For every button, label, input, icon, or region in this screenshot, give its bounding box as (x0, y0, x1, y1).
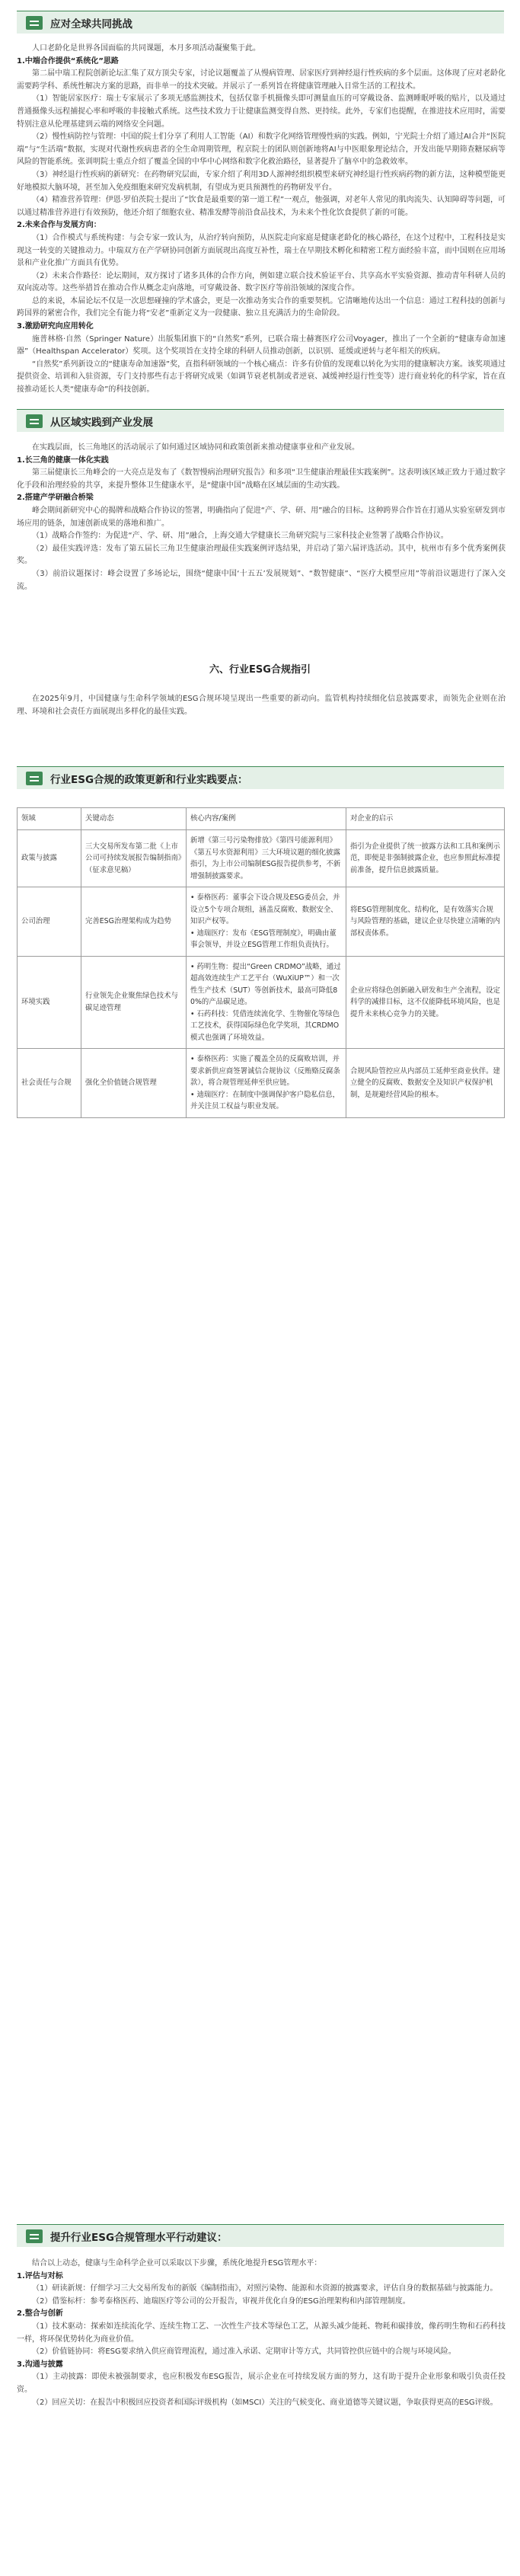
column-header: 核心内容/案例 (187, 808, 346, 830)
paragraph: （2）最佳实践评选：发布了第五届长三角卫生健康治理最佳实践案例评选结果，并启动了第六届评选活动。其中，杭州市有多个优秀案例获奖。 (17, 544, 506, 566)
column-header: 对企业的启示 (346, 808, 505, 830)
table-cell-domain: 环境实践 (18, 956, 81, 1049)
paragraph: （1）主动披露：即使未被强制要求，也应积极发布ESG报告，展示企业在可持续发展方面的努力，这有助于提升企业形象和吸引负责任投资。 (17, 2373, 506, 2394)
section-body-global-challenges (17, 43, 506, 397)
section-header-regional-practice (17, 409, 504, 432)
table-cell-content (187, 956, 346, 1049)
paragraph: 在2025年9月，中国健康与生命科学领域的ESG合规环境呈现出一些重要的新动向。监管机构持续细化信息披露要求，而领先企业则在治理、环境和社会责任方面展现出多样化的最佳实践。 (17, 695, 506, 716)
paragraph: （1）智能居家医疗：瑞士专家展示了多项无感监测技术，包括仅靠手机摄像头即可测量血压的可穿戴设备、监测睡眠呼吸的贴片，以及通过普通摄像头远程捕捉心率和呼吸的非接触式系统。这些技术致力于让健康监测变得自然、更持续。此外，专家们也提醒，在推进技术应用时，需要特别注意从伦理基建到云端的网络安全问题。 (17, 94, 506, 129)
paragraph: 在实践层面，长三角地区的活动展示了如何通过区域协同和政策创新来推动健康事业和产业发展。 (32, 443, 359, 452)
subheading: 1.评估与对标 (17, 2271, 63, 2280)
subheading: 3.沟通与披露 (17, 2360, 63, 2369)
section-header-global-challenges (17, 11, 504, 34)
paragraph: （2）慢性病防控与管理：中国的院士们分享了利用人工智能（AI）和数字化网络管理慢性病的实践。例如，宁光院士介绍了通过AI合并“医院端”与“生活端”数据，实现对代谢性疾病患者的全生命周期管理，程京院士的团队则创新地将AI与中医眼象理论结合，开发出能早期筛查糖尿病等风险的智能系统。张训明院士重点介绍了覆盖全国的中华中心网络和数字化救治路径，显著提升了脑卒中的急救效率。 (17, 133, 506, 167)
table-cell-content (187, 887, 346, 957)
table-cell-dynamic: 三大交易所发布第二批《上市公司可持续发展报告编制指南》（征求意见稿） (81, 830, 187, 887)
table-row (18, 887, 505, 957)
table-cell-content (187, 1049, 346, 1118)
list-icon (26, 414, 43, 428)
table-cell-insight: 合规风险管控应从内部员工延伸至商业伙伴。建立健全的反腐败、数据安全及知识产权保护机制，是规避经营风险的根本。 (346, 1049, 505, 1118)
paragraph: （2）未来合作路径：论坛期间，双方探讨了诸多具体的合作方向，例如建立联合技术验证平台、共享高水平实验资源、推动青年科研人员的双向流动等。这些举措旨在推动合作从概念走向落地，可穿戴设备、数字医疗等前沿领域的深度合作。 (17, 271, 506, 293)
table-cell-domain: 政策与披露 (18, 830, 81, 887)
list-icon (26, 772, 43, 785)
paragraph: 人口老龄化是世界各国面临的共同课题，本月多项活动凝聚集于此。 (32, 44, 260, 53)
column-header: 关键动态 (81, 808, 187, 830)
table-cell-dynamic: 行业领先企业聚焦绿色技术与碳足迹管理 (81, 956, 187, 1049)
table-cell-line: • 泰格医药：实施了覆盖全员的反腐败培训，并要求新供应商签署诚信合规协议（反贿赂反腐条款），将合规管理延伸至供应链。 (190, 1055, 340, 1087)
paragraph: （2）价值链协同：将ESG要求纳入供应商管理流程，通过准入承诺、定期审计等方式，共同管控供应链中的合规与环境风险。 (32, 2347, 456, 2357)
list-icon (26, 16, 43, 30)
section-body-regional-practice (17, 442, 506, 593)
paragraph: “自然奖”系列新设立的“健康寿命加速器”奖，直指科研领域的一个核心痛点：许多有价值的发现难以转化为实用的健康解决方案。该奖项通过提供资金、培训和入驻资源，专门支持那些有志于将研究成果（如调节衰老机制或者逆衰、减缓神经退行性变等）进行商业转化的科学家，旨在直接推动延长人类“健康寿命”的科技创新。 (17, 360, 506, 395)
table-cell-line: • 石药科技：凭借连续流化学、生物催化等绿色工艺技术，获得国际绿色化学奖项，其CRDMO模式也强调了环境效益。 (190, 1009, 340, 1042)
section-body-esg-actions (17, 2258, 506, 2409)
table-cell-line: • 迪瑞医疗：发布《ESG管理制度》，明确由董事会领导，并设立ESG管理工作组负责执行。 (190, 928, 337, 949)
table-cell-domain: 公司治理 (18, 887, 81, 957)
paragraph: 结合以上动态，健康与生命科学企业可以采取以下步骤，系统化地提升ESG管理水平： (32, 2259, 322, 2268)
table-cell-insight: 企业应将绿色创新融入研发和生产全流程，设定科学的减排目标，这不仅能降低环境风险，也是提升未来核心竞争力的关键。 (346, 956, 505, 1049)
paragraph: 施普林格·自然（Springer Nature）出版集团旗下的“自然奖”系列，已联合瑞士赫赛医疗公司Voyager，推出了一个全新的“健康寿命加速器”（Healthspan Accelerator）奖项。这个奖项旨在支持全球的科研人员推动创新，以识别、延缓或逆转与老年相关的疾病。 (17, 334, 506, 356)
paragraph: （3）神经退行性疾病的新研究：在药物研究层面，专家介绍了利用3D人源神经组织模型来研究神经退行性疾病药物的新方法，这种模型能更好地模拟大脑环境，甚至加入免疫细胞来研究发病机制，有望成为更具预测性的药物研发平台。 (17, 170, 506, 192)
table-cell-dynamic: 强化全价值链合规管理 (81, 1049, 187, 1118)
paragraph: （1）战略合作签约：为促进“产、学、研、用”融合，上海交通大学健康长三角研究院与三家科技企业签署了战略合作协议。 (32, 532, 448, 541)
paragraph: （1）研读新规：仔细学习三大交易所发布的新版《编制指南》，对照污染物、能源和水资源的披露要求，评估自身的数据基础与披露能力。 (32, 2284, 498, 2293)
paragraph: 总的来说，本届论坛不仅是一次思想碰撞的学术盛会，更是一次推动务实合作的重要契机。它清晰地传达出一个信息：通过工程科技的创新与跨国界的紧密合作，我们完全有能力将“安老”重新定义为一段健康、独立且充满活力的生命阶段。 (17, 296, 506, 318)
table-cell-line: • 泰格医药：董事会下设合规及ESG委员会，并设立5个专项合规组，涵盖反腐败、数据安全、知识产权等。 (190, 893, 340, 925)
paragraph: 第二届中瑞工程院创新论坛汇集了双方顶尖专家，讨论议题覆盖了从慢病管理、居家医疗到神经退行性疾病的多个层面。这体现了应对老龄化需要跨学科、系统性解决方案的思路，而非单一的技术突破。并展示了一系列旨在将健康管理融入日常生活的工程技术。 (17, 69, 506, 91)
paragraph: （3）前沿议题探讨：峰会设置了多场论坛，围绕“健康中国‘十五五’发展规划”、“数智健康”、“医疗大模型应用”等前沿议题进行了深入交流。 (17, 569, 506, 591)
esg-table-grid (17, 807, 505, 1118)
subheading: 2.整合与创新 (17, 2309, 63, 2319)
esg-table (17, 807, 504, 1118)
paragraph: 峰会期间新研究中心的揭牌和战略合作协议的签署，明确指向了促进“产、学、研、用”融合的目标。这种跨界合作旨在打通从实验室研发到市场应用的链条，加速创新成果的落地和推广。 (17, 506, 506, 528)
table-cell-dynamic: 完善ESG治理架构成为趋势 (81, 887, 187, 957)
section-title: 行业ESG合规的政策更新和行业实践要点： (50, 773, 248, 786)
table-cell-line: • 迪瑞医疗：在制度中强调保护客户隐私信息，并关注员工权益与职业发展。 (190, 1090, 340, 1111)
table-header-row (18, 808, 505, 830)
table-row (18, 830, 505, 887)
table-cell-content (187, 830, 346, 887)
table-cell-domain: 社会责任与合规 (18, 1049, 81, 1118)
table-row (18, 956, 505, 1049)
subheading: 3.激励研究向应用转化 (17, 322, 94, 331)
chapter-title: 六、行业ESG合规指引 (209, 664, 311, 676)
paragraph: （2）回应关切：在报告中积极回应投资者和国际评级机构（如MSCI）关注的气候变化、商业道德等关键议题，争取获得更高的ESG评级。 (32, 2398, 498, 2407)
table-row (18, 1049, 505, 1118)
subheading: 1.中端合作提供“系统化”思路 (17, 56, 119, 66)
subheading: 2.搭建产学研融合桥梁 (17, 494, 94, 503)
section-title: 从区域实践到产业发展 (50, 416, 153, 429)
paragraph: （4）精准营养管理：伊恩·罗伯茨院士提出了“饮食是最重要的第一道工程”一观点，他强调，对老年人常见的肌肉流失、认知障碍等问题，可以通过精准营养进行有效预防，他还介绍了细胞农业、精准发酵等前沿食品技术，为未来个性化饮食提供了新的可能。 (17, 196, 506, 217)
section-body-esg-intro (17, 693, 506, 718)
table-cell-insight: 将ESG管理制度化、结构化，是有效落实合规与风险管理的基础，建议企业尽快建立清晰的内部权责体系。 (346, 887, 505, 957)
paragraph: （1）合作模式与系统构建：与会专家一致认为，从治疗转向预防，从医院走向家庭是健康老龄化的核心路径，在这个过程中，工程科技是实现这一转变的关键推动力。中瑞双方在产学研协同创新方面展现出高度互补性，瑞士在早期技术孵化和精密工程方面经验丰富，而中国则在应用场景和产业化推广方面具有优势。 (17, 233, 506, 268)
section-title: 应对全球共同挑战 (50, 18, 132, 30)
table-cell-line: 新增《第三号污染物排放》《第四号能源利用》《第五号水资源利用》三大环境议题的细化披露指引，为上市公司编制ESG报告提供参考，不新增强制披露要求。 (190, 836, 341, 881)
paragraph: （1）技术驱动：探索如连续流化学、连续生物工艺、一次性生产技术等绿色工艺，从源头减少能耗、物耗和碳排放，像药明生物和石药科技一样，将环保优势转化为商业价值。 (17, 2322, 506, 2344)
column-header: 领域 (18, 808, 81, 830)
paragraph: 第三届健康长三角峰会的一大亮点是发布了《数智慢病治理研究报告》和多项“卫生健康治理最佳实践案例”。这表明该区域正致力于通过数字化手段和治理经验的共享，来提升整体卫生健康水平，是“健康中国”战略在区域层面的生动实践。 (17, 468, 506, 490)
section-title: 提升行业ESG合规管理水平行动建议： (50, 2231, 228, 2244)
table-cell-insight: 指引为企业提供了统一披露方法和工具和案例示范，即便是非强制披露企业，也应参照此标准提前准备，提升信息披露质量。 (346, 830, 505, 887)
list-icon (26, 2229, 43, 2243)
table-cell-line: • 药明生物：提出“Green CRDMO”战略，通过超高效连续生产工艺平台（WuXiUP™）和一次性生产技术（SUT）等创新技术，最高可降低80%的产品碳足迹。 (190, 962, 341, 1006)
paragraph: （2）借鉴标杆：参考泰格医药、迪瑞医疗等公司的公开报告，审视并优化自身的ESG治理架构和内部管理制度。 (32, 2296, 410, 2306)
subheading: 1.长三角的健康一体化实践 (17, 455, 109, 465)
subheading: 2.未来合作与发展方向： (17, 221, 101, 230)
section-header-esg-actions (17, 2224, 504, 2247)
section-header-esg-policy (17, 766, 504, 789)
